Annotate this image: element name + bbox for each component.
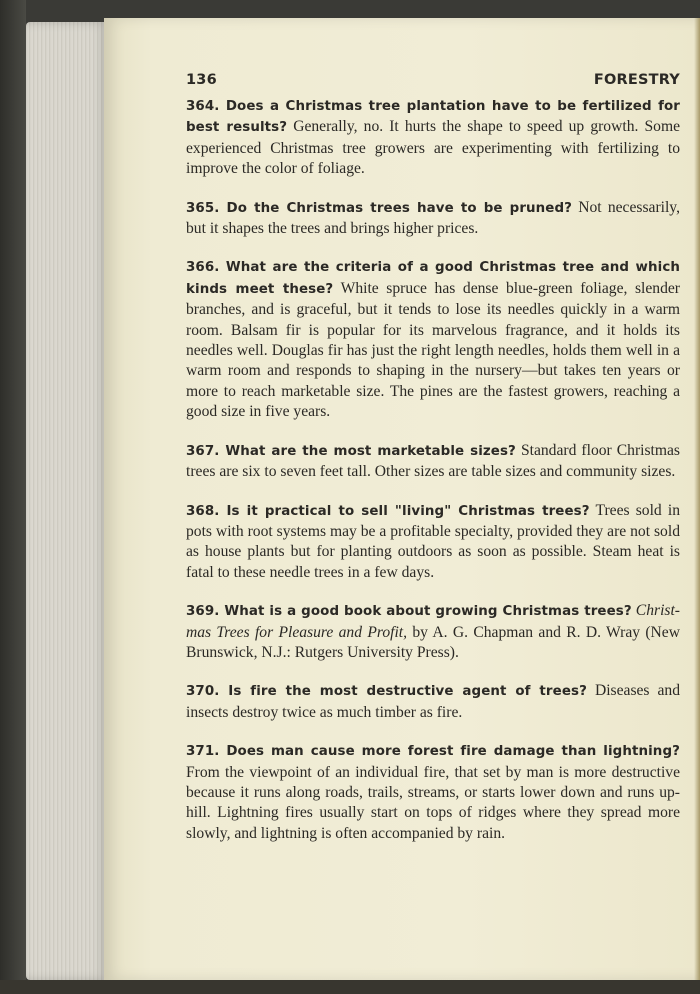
question: 369. What is a good book about growing Christmas trees? (186, 604, 632, 620)
question: 370. Is fire the most destructive agent of trees? (186, 684, 587, 700)
page-number: 136 (186, 72, 217, 88)
question: 365. Do the Christmas trees have to be pruned? (186, 200, 573, 216)
qa-entry-371 (186, 741, 680, 844)
page-edges (26, 22, 108, 980)
answer: Generally, no. It hurts the shape to speed up growth. Some experienced Christmas tree growers are experimenting with fertilizing to improve the color of foliage. (186, 118, 680, 178)
bottom-background (0, 980, 700, 994)
answer: Standard floor Christmas trees are six to seven feet tall. Other sizes are table sizes and community sizes. (186, 441, 680, 481)
answer: From the viewpoint of an individual fire, that set by man is more destructive because it runs along roads, trails, streams, or starts lower down and runs up-hill. Lightning fires usually start on tops of ridges where they spread more slowly, and lightning is often accompanied by rain. (186, 763, 680, 842)
answer: Not necessarily, but it shapes the trees and brings higher prices. (186, 198, 680, 238)
qa-entry-366 (186, 257, 680, 422)
answer: Diseases and insects destroy twice as much timber as fire. (186, 682, 680, 721)
book-title: Christmas Trees for Pleasure and Profit, (186, 602, 680, 641)
section-title: FORESTRY (593, 72, 680, 88)
question: 368. Is it practical to sell "living" Christmas trees? (186, 503, 590, 519)
page-content (186, 72, 680, 862)
answer: White spruce has dense blue-green foliage, slender branches, and is graceful, but it tends to lose its needles quickly in a warm room. Balsam fir is popular for its marvelous fragrance, and it holds its needles well. Douglas fir has just the right length needles, holds them well in a warm room and responds to shaping in the nursery—but takes ten years or more to reach marketable size. The pines are the fastest growers, reaching a good size in five years. (186, 279, 681, 421)
question: 371. Does man cause more forest fire damage than lightning? (186, 744, 680, 760)
qa-entry-367 (186, 441, 680, 483)
qa-entry-369 (186, 601, 680, 663)
page-right-edge (694, 18, 700, 980)
answer: Trees sold in pots with root systems may be a profitable specialty, provided they are not sold as house plants but for planting outdoors as soon as possible. Steam heat is fatal to these needle trees in a few days. (186, 501, 680, 581)
qa-entry-364 (186, 96, 680, 180)
qa-entry-370 (186, 681, 680, 723)
qa-entry-368 (186, 501, 680, 584)
question: 367. What are the most marketable sizes? (186, 443, 516, 459)
book-spine-shadow (0, 0, 26, 994)
answer: by A. G. Chapman and R. D. Wray (New Brunswick, N.J.: Rutgers University Press). (186, 623, 680, 661)
running-head (186, 72, 680, 88)
qa-entry-365 (186, 198, 680, 240)
question: 364. Does a Christmas tree plantation have to be fertilized for best results? (186, 99, 680, 136)
question: 366. What are the criteria of a good Christmas tree and which kinds meet these? (186, 260, 681, 297)
